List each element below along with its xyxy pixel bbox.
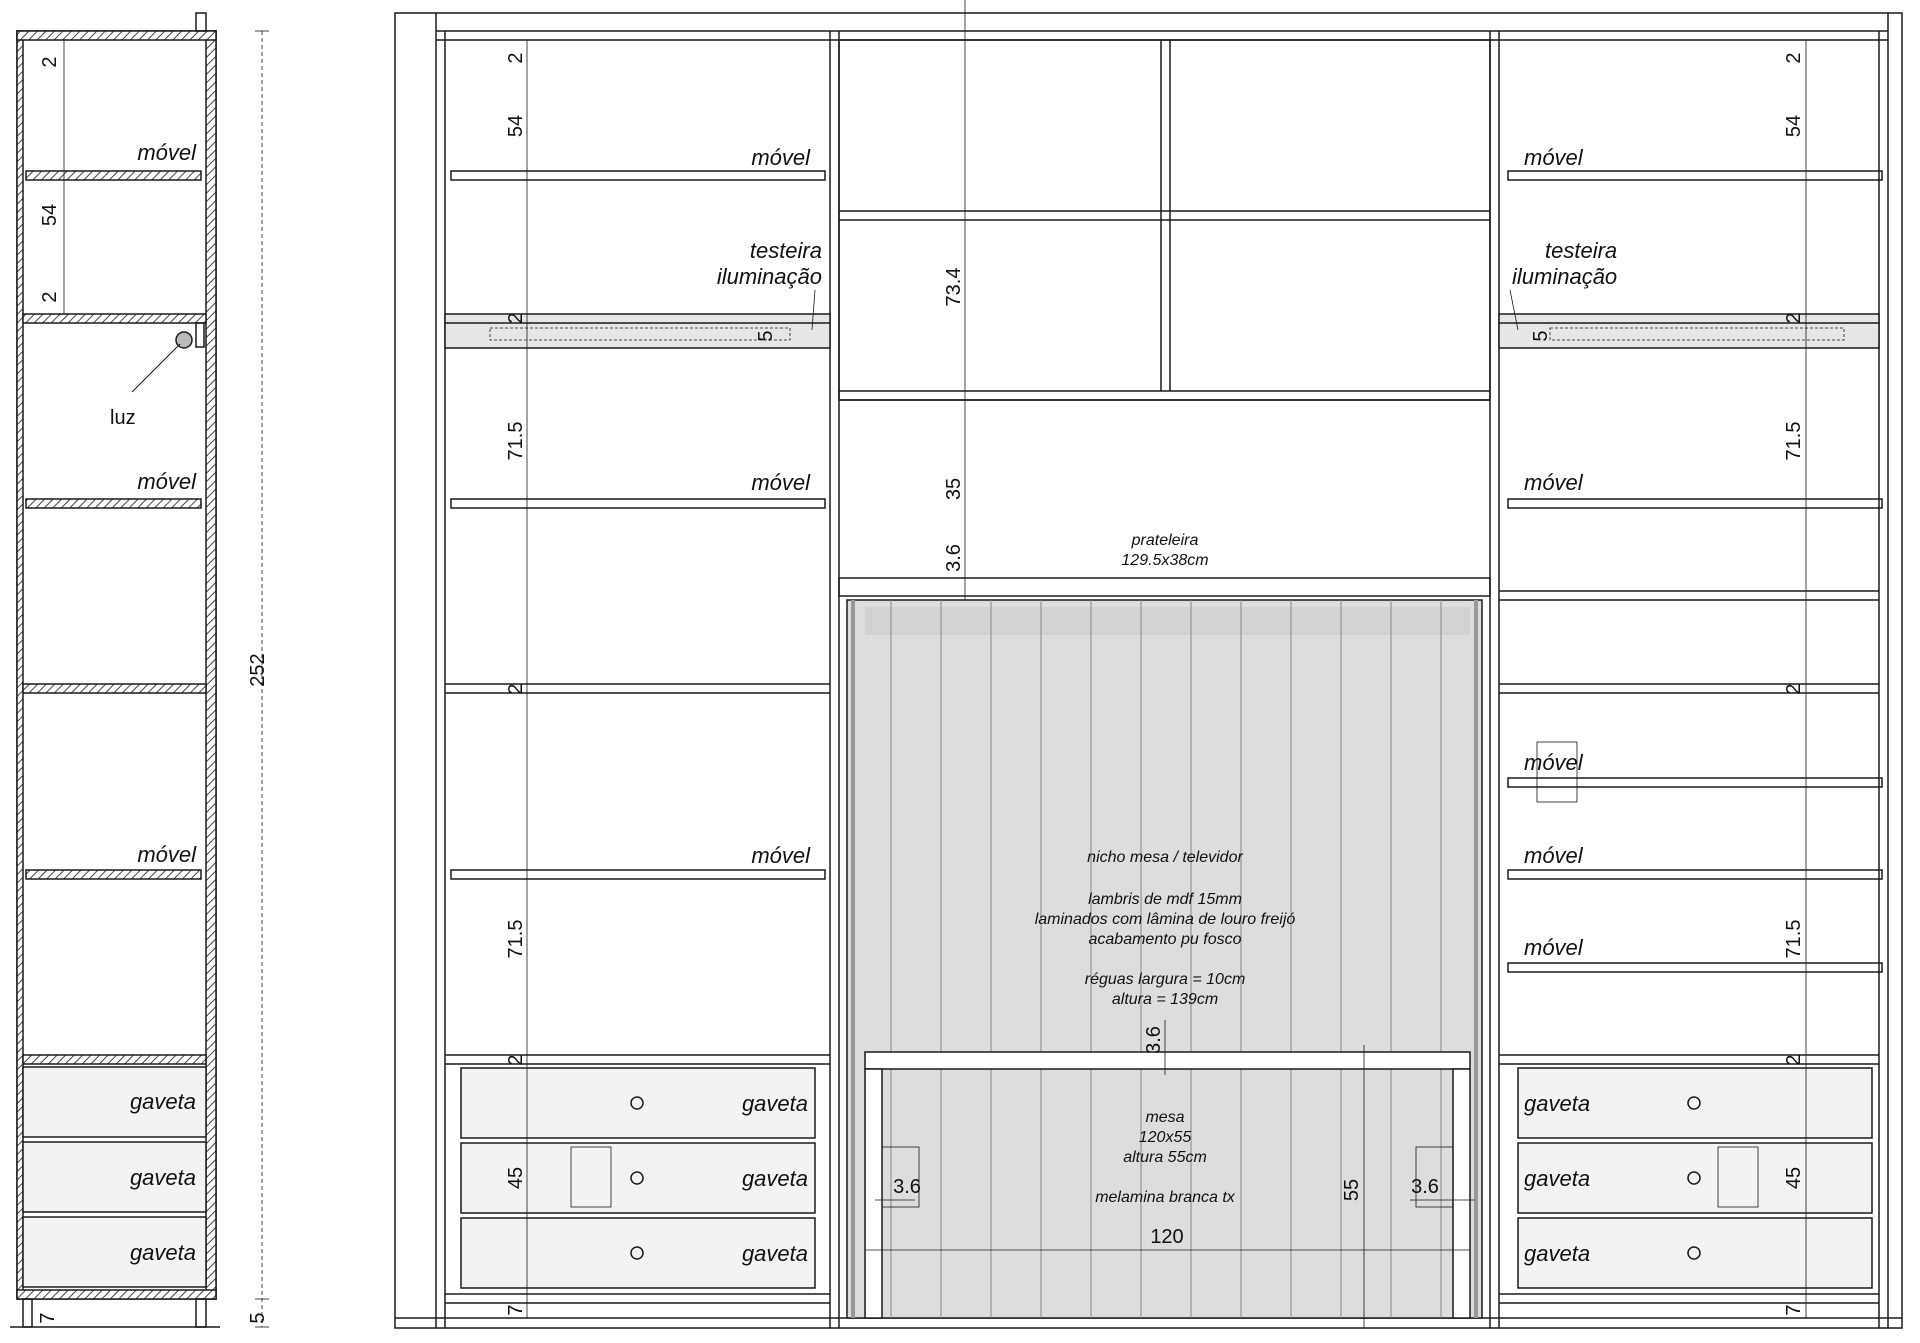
prateleira-line-2: 129.5x38cm: [1121, 552, 1209, 569]
center-dim-3-6-right: 3.6: [1411, 1176, 1439, 1198]
side-front-panel: [17, 31, 23, 1299]
left-label-gaveta-3: gaveta: [741, 1241, 808, 1266]
right-shelf-4: [1508, 870, 1882, 879]
side-label-gaveta-1: gaveta: [129, 1089, 196, 1114]
desk-note-5: melamina branca tx: [1095, 1189, 1235, 1206]
left-label-movel-2: móvel: [751, 470, 810, 495]
center-dim-55: 55: [1341, 1178, 1363, 1202]
side-dim-54: 54: [39, 203, 61, 227]
right-shelf-3: [1508, 778, 1882, 787]
right-shelf-1: [1508, 171, 1882, 180]
side-label-gaveta-2: gaveta: [129, 1165, 196, 1190]
niche-note-3: lambris de mdf 15mm: [1088, 891, 1242, 908]
right-dim-2-mid: 2: [1783, 683, 1805, 695]
side-shelf-5: [26, 870, 201, 879]
left-dim-2-testeira: 2: [505, 312, 527, 324]
right-label-movel-3: móvel: [1524, 750, 1583, 775]
right-dim-2-drawers: 2: [1783, 1054, 1805, 1066]
side-shelf-4: [23, 684, 206, 693]
right-dim-2-testeira: 2: [1783, 312, 1805, 324]
desk-leg-right: [1453, 1069, 1470, 1318]
right-shelf-5: [1508, 963, 1882, 972]
right-label-testeira-2: iluminação: [1512, 264, 1618, 289]
right-label-movel-5: móvel: [1524, 935, 1583, 960]
right-label-movel-1: móvel: [1524, 145, 1583, 170]
left-dim-top: 2: [505, 52, 527, 64]
right-dim-45: 45: [1783, 1166, 1805, 1190]
side-back-panel: [206, 31, 216, 1299]
right-label-testeira-1: testeira: [1545, 238, 1618, 263]
right-dim-71-5-upper: 71.5: [1783, 421, 1805, 461]
left-shelf-2: [451, 499, 825, 508]
side-plinth-back: [196, 1299, 206, 1327]
side-shelf-6: [23, 1055, 206, 1064]
center-dim-35: 35: [943, 477, 965, 501]
right-label-gaveta-3: gaveta: [1524, 1241, 1591, 1266]
left-dim-7: 7: [505, 1304, 527, 1316]
niche-lambris-panel: [847, 600, 1482, 1318]
left-label-movel-3: móvel: [751, 843, 810, 868]
side-label-gaveta-3: gaveta: [129, 1240, 196, 1265]
left-shelf-1: [451, 171, 825, 180]
left-dim-2-mid: 2: [505, 683, 527, 695]
desk-top: [865, 1052, 1470, 1069]
desk-leg-left: [865, 1069, 882, 1318]
desk-note-3: altura 55cm: [1123, 1149, 1207, 1166]
center-dim-120: 120: [1150, 1226, 1184, 1248]
side-light-strip: [196, 323, 204, 347]
right-dim-7: 7: [1783, 1304, 1805, 1316]
center-dim-73-4: 73.4: [943, 267, 965, 307]
right-shelf-2: [1508, 499, 1882, 508]
left-dim-45: 45: [505, 1166, 527, 1190]
left-shelf-3: [451, 870, 825, 879]
side-label-movel-1: móvel: [137, 140, 196, 165]
center-dim-3-6-shelf: 3.6: [943, 544, 965, 572]
right-dim-top: 2: [1783, 52, 1805, 64]
side-label-luz: luz: [110, 407, 136, 429]
right-label-gaveta-2: gaveta: [1524, 1166, 1591, 1191]
left-dim-71-5-lower: 71.5: [505, 919, 527, 959]
niche-note-7: réguas largura = 10cm: [1084, 971, 1246, 988]
side-plinth-front: [23, 1299, 32, 1327]
side-dim-plinth: 7: [37, 1312, 59, 1324]
side-shelf-2: [23, 314, 206, 323]
center-prateleira: [839, 578, 1490, 596]
right-label-gaveta-1: gaveta: [1524, 1091, 1591, 1116]
luz-leader-line: [132, 344, 180, 392]
side-dim-base: 5: [247, 1312, 269, 1324]
left-label-movel-1: móvel: [751, 145, 810, 170]
side-top-cap: [196, 13, 206, 31]
desk-note-1: mesa: [1145, 1109, 1185, 1126]
left-dim-2-drawers: 2: [505, 1054, 527, 1066]
left-label-testeira-2: iluminação: [716, 264, 822, 289]
side-label-movel-2: móvel: [137, 469, 196, 494]
left-dim-5-testeira: 5: [755, 330, 777, 342]
right-testeira: [1499, 314, 1879, 348]
right-label-movel-4: móvel: [1524, 843, 1583, 868]
niche-note-5: acabamento pu fosco: [1088, 931, 1242, 948]
side-top-panel: [17, 31, 216, 40]
side-dim-2b: 2: [39, 291, 61, 303]
right-label-movel-2: móvel: [1524, 470, 1583, 495]
left-dim-54: 54: [505, 114, 527, 138]
niche-top-strip: [865, 607, 1470, 635]
niche-note-8: altura = 139cm: [1111, 991, 1219, 1008]
left-dim-71-5-upper: 71.5: [505, 421, 527, 461]
left-label-gaveta-2: gaveta: [741, 1166, 808, 1191]
side-bottom-panel: [17, 1290, 216, 1299]
right-dim-54: 54: [1783, 114, 1805, 138]
niche-note-1: nicho mesa / televidor: [1087, 849, 1243, 866]
right-dim-5-testeira: 5: [1530, 330, 1552, 342]
center-dim-3-6-left: 3.6: [893, 1176, 921, 1198]
side-label-movel-3: móvel: [137, 842, 196, 867]
side-shelf-1: [26, 171, 201, 180]
desk-note-2: 120x55: [1138, 1129, 1192, 1146]
side-shelf-3: [26, 499, 201, 508]
prateleira-line-1: prateleira: [1131, 532, 1199, 549]
side-dim-total: 252: [247, 653, 269, 687]
left-label-testeira-1: testeira: [749, 238, 822, 263]
niche-note-4: laminados com lâmina de louro freijó: [1034, 911, 1296, 928]
center-dim-3-6-desk: 3.6: [1143, 1026, 1165, 1054]
left-label-gaveta-1: gaveta: [741, 1091, 808, 1116]
side-dim-top: 2: [39, 56, 61, 68]
right-dim-71-5-lower: 71.5: [1783, 919, 1805, 959]
